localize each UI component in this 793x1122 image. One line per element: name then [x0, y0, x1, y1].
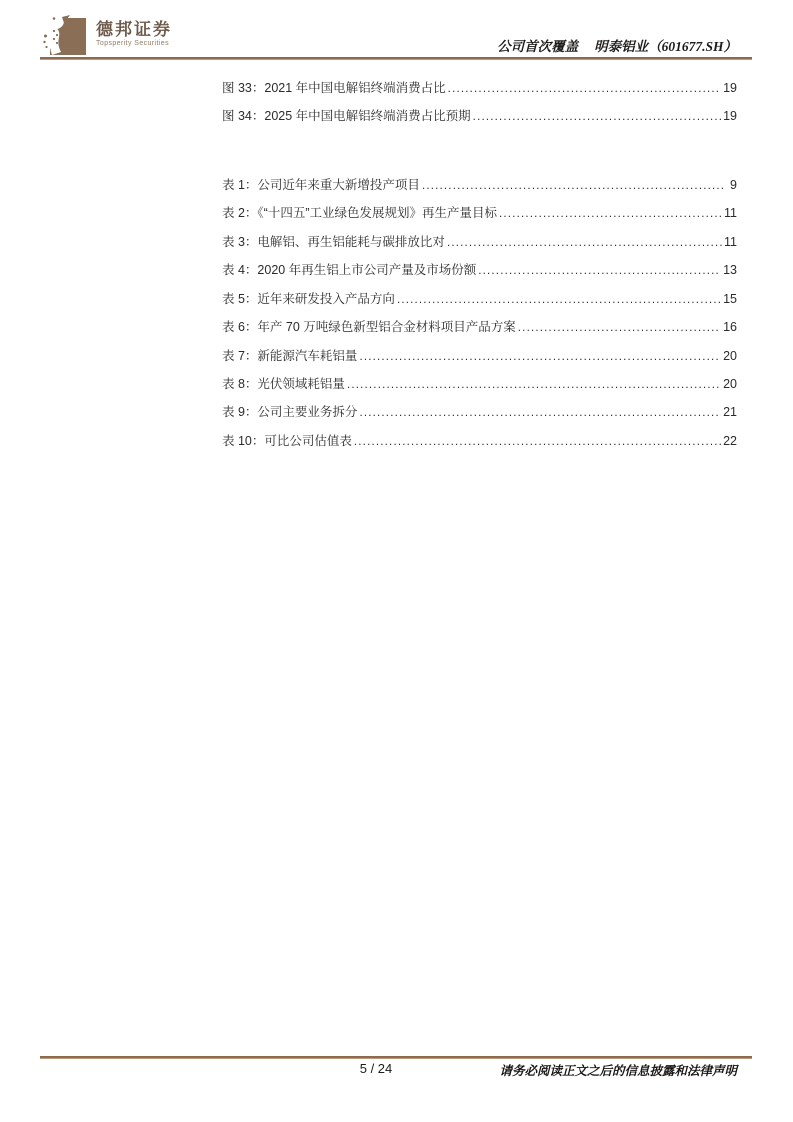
brand-logo — [42, 11, 172, 57]
footer-disclaimer: 请务必阅读正文之后的信息披露和法律声明 — [499, 1064, 737, 1078]
toc-entry-page: 11 — [724, 206, 737, 221]
toc-entry[interactable] — [222, 285, 737, 313]
toc-entry-label: 图 34：2025 年中国电解铝终端消费占比预期 — [222, 109, 471, 124]
toc-entry-label: 表 6：年产 70 万吨绿色新型铝合金材料项目产品方案 — [222, 320, 516, 335]
toc-entry-page: 15 — [723, 291, 737, 306]
toc-entry-label: 表 1：公司近年来重大新增投产项目 — [222, 177, 420, 192]
page-number-indicator: 5 / 24 — [359, 1061, 393, 1076]
toc-dot-leader — [448, 75, 721, 103]
footer-divider — [40, 1056, 752, 1059]
toc-entry[interactable] — [222, 427, 737, 455]
toc-entry-label: 图 33：2021 年中国电解铝终端消费占比 — [222, 81, 446, 95]
toc-dot-leader — [422, 172, 723, 200]
toc-figures-list — [222, 74, 737, 131]
toc-entry-label: 表 10：可比公司估值表 — [222, 433, 352, 448]
toc-entry[interactable] — [222, 102, 737, 130]
toc-tables-list — [222, 171, 737, 455]
toc-entry-label: 表 9：公司主要业务拆分 — [222, 405, 358, 420]
toc-entry-page: 13 — [723, 263, 737, 278]
company-label: 明泰铝业（601677.SH） — [594, 39, 737, 54]
toc-dot-leader — [478, 257, 721, 285]
toc-entry-page: 19 — [723, 109, 737, 124]
toc-entry-page: 20 — [723, 376, 737, 391]
toc-entry-page: 9 — [730, 177, 737, 192]
toc-dot-leader — [397, 286, 721, 314]
toc-dot-leader — [447, 229, 722, 257]
toc-entry[interactable] — [222, 398, 737, 426]
toc-dot-leader — [359, 399, 721, 427]
toc-dot-leader — [354, 428, 721, 456]
toc-entry-label: 表 2：《“十四五”工业绿色发展规划》再生产量目标 — [222, 206, 498, 221]
brand-name-en: Topsperity Securities — [96, 40, 169, 47]
toc-entry[interactable] — [222, 228, 737, 256]
toc-entry-label: 表 3：电解铝、再生铝能耗与碳排放比对 — [222, 234, 445, 249]
toc-entry-label: 表 4：2020 年再生铝上市公司产量及市场份额 — [222, 263, 477, 278]
brand-text — [96, 11, 172, 47]
toc-entry-page: 20 — [723, 348, 737, 363]
toc-dot-leader — [499, 200, 722, 228]
toc-entry-page: 16 — [723, 320, 737, 335]
toc-entry[interactable] — [222, 171, 737, 199]
toc-entry-page: 22 — [723, 433, 737, 448]
toc-dot-leader — [473, 103, 721, 131]
toc-dot-leader — [347, 371, 721, 399]
brand-name-cn: 德邦证券 — [96, 20, 172, 39]
report-type-label: 公司首次覆盖 — [497, 39, 579, 54]
toc — [222, 74, 737, 455]
toc-entry-label: 表 8：光伏领域耗铝量 — [222, 376, 345, 391]
toc-entry-page: 11 — [724, 234, 737, 249]
toc-entry[interactable] — [222, 313, 737, 341]
toc-entry-label: 表 5：近年来研发投入产品方向 — [222, 291, 395, 306]
toc-entry[interactable] — [222, 370, 737, 398]
report-header-title — [497, 35, 737, 55]
toc-entry[interactable] — [222, 256, 737, 284]
leopard-logo-icon — [42, 11, 88, 57]
toc-entry-label: 表 7：新能源汽车耗铝量 — [222, 348, 358, 363]
toc-entry[interactable] — [222, 342, 737, 370]
header-divider — [40, 57, 752, 60]
toc-dot-leader — [518, 314, 721, 342]
toc-entry[interactable] — [222, 74, 737, 102]
toc-dot-leader — [359, 343, 721, 371]
toc-entry-page: 21 — [723, 405, 737, 420]
toc-entry-page: 19 — [723, 81, 737, 95]
toc-entry[interactable] — [222, 199, 737, 227]
